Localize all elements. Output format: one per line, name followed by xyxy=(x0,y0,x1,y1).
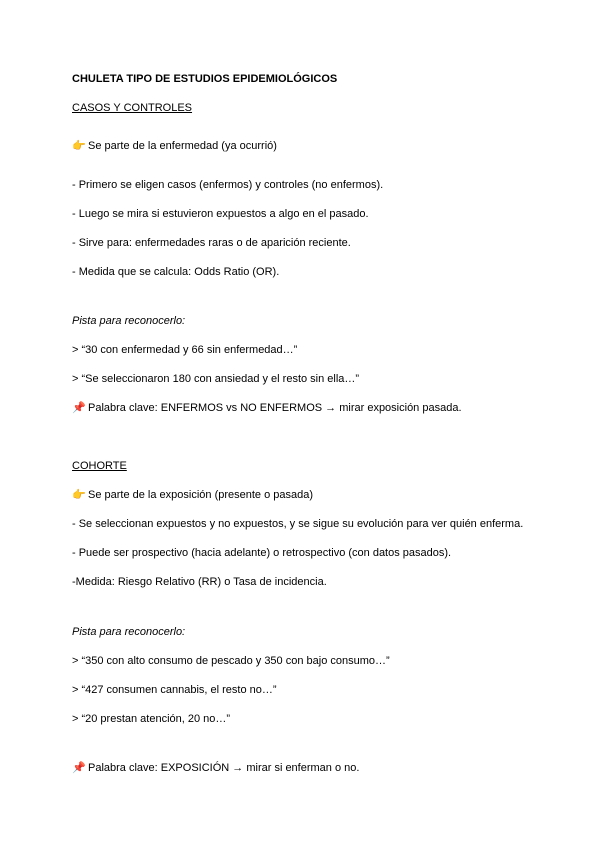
cohorte-keyword-text: Palabra clave: EXPOSICIÓN → mirar si enferman o no. xyxy=(88,762,360,774)
casos-bullet: - Primero se eligen casos (enfermos) y controles (no enfermos). xyxy=(72,179,384,191)
casos-hint-title: Pista para reconocerlo: xyxy=(72,315,186,327)
cohorte-bullet: - Puede ser prospectivo (hacia adelante) o retrospectivo (con datos pasados). xyxy=(72,547,452,559)
cohorte-hint-title: Pista para reconocerlo: xyxy=(72,626,186,638)
cohorte-intro-text: Se parte de la exposición (presente o pasada) xyxy=(88,489,314,501)
cohorte-keyword xyxy=(72,761,359,775)
cohorte-bullet: -Medida: Riesgo Relativo (RR) o Tasa de incidencia. xyxy=(72,576,327,588)
casos-keyword xyxy=(72,401,462,415)
cohorte-intro xyxy=(72,488,313,502)
cohorte-example: > “20 prestan atención, 20 no…” xyxy=(72,713,231,725)
casos-intro-text: Se parte de la enfermedad (ya ocurrió) xyxy=(88,140,277,152)
section-heading-casos: CASOS Y CONTROLES xyxy=(72,102,193,114)
pushpin-icon: 📌 xyxy=(72,402,86,414)
casos-bullet: - Luego se mira si estuvieron expuestos a algo en el pasado. xyxy=(72,208,369,220)
casos-bullet: - Medida que se calcula: Odds Ratio (OR). xyxy=(72,266,280,278)
pointing-hand-icon: 👉 xyxy=(72,140,86,152)
casos-example: > “Se seleccionaron 180 con ansiedad y el resto sin ella…” xyxy=(72,373,360,385)
document-title: CHULETA TIPO DE ESTUDIOS EPIDEMIOLÓGICOS xyxy=(72,73,338,85)
pushpin-icon: 📌 xyxy=(72,762,86,774)
casos-keyword-text: Palabra clave: ENFERMOS vs NO ENFERMOS → mirar exposición pasada. xyxy=(88,402,462,414)
casos-example: > “30 con enfermedad y 66 sin enfermedad…” xyxy=(72,344,298,356)
casos-intro xyxy=(72,139,277,153)
cohorte-example: > “427 consumen cannabis, el resto no…” xyxy=(72,684,277,696)
cohorte-example: > “350 con alto consumo de pescado y 350 con bajo consumo…” xyxy=(72,655,390,667)
section-heading-cohorte: COHORTE xyxy=(72,460,127,472)
cohorte-bullet: - Se seleccionan expuestos y no expuestos, y se sigue su evolución para ver quién enferma. xyxy=(72,518,524,530)
pointing-hand-icon: 👉 xyxy=(72,489,86,501)
casos-bullet: - Sirve para: enfermedades raras o de aparición reciente. xyxy=(72,237,351,249)
